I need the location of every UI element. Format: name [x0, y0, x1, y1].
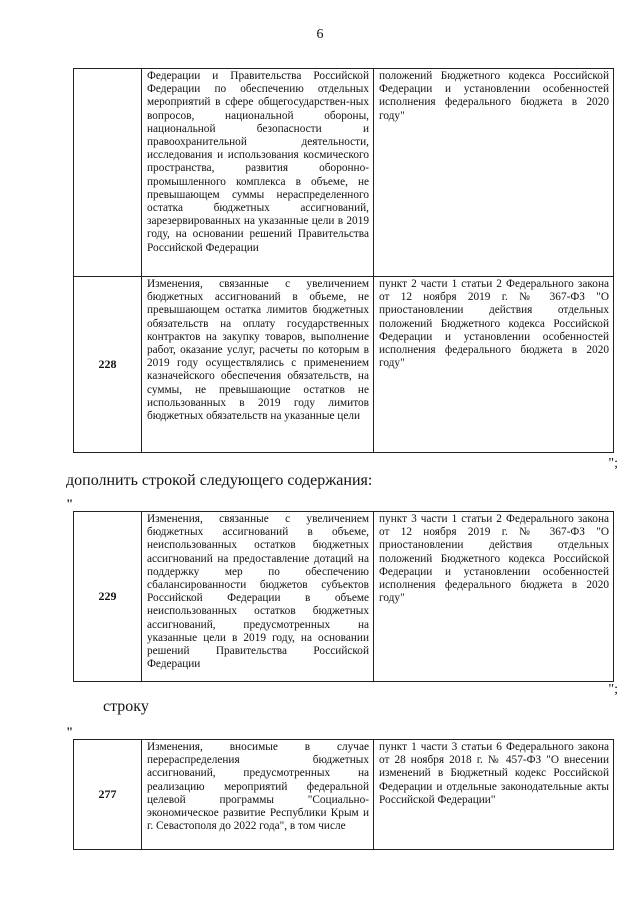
- table-row: [74, 69, 614, 277]
- row-legal-reference: положений Бюджетного кодекса Российской Федерации и установлении особенностей исполнения федерального бюджета в 2020 году": [374, 69, 614, 277]
- table-row: [74, 277, 614, 453]
- row-number: 228: [74, 277, 142, 453]
- closing-quote: ";: [608, 456, 618, 471]
- row-description: Изменения, вносимые в случае перераспределения бюджетных ассигнований, предусмотренных на реализацию мероприятий федеральной целевой программы "Социально-экономическое развитие Республики Крым и г. Севастополя до 2022 года", в том числе: [142, 740, 374, 850]
- row-legal-reference: пункт 1 части 3 статьи 6 Федерального закона от 28 ноября 2018 г. № 457-ФЗ "О внесении изменений в Бюджетный кодекс Российской Федерации и отдельные законодательные акты Российской Федерации": [374, 740, 614, 850]
- row-number: 229: [74, 512, 142, 682]
- inserted-row-table: [73, 511, 614, 682]
- row-277-table: [73, 739, 614, 850]
- instruction-text: дополнить строкой следующего содержания:: [66, 472, 373, 489]
- opening-quote: ": [66, 496, 74, 511]
- closing-quote: ";: [608, 682, 618, 697]
- instruction-text: строку: [103, 698, 149, 715]
- opening-quote: ": [66, 724, 74, 739]
- table-row: [74, 740, 614, 850]
- row-number: [74, 69, 142, 277]
- row-description: Изменения, связанные с увеличением бюджетных ассигнований в объеме, не превышающем остатка лимитов бюджетных обязательств на оплату государственных контрактов на закупку товаров, выполнение работ, оказание услуг, расчеты по которым в 2019 году осуществлялись с применением казначейского обеспечения обязательств, на суммы, не превышающие остатков не использованных в 2019 году лимитов бюджетных обязательств на указанные цели: [142, 277, 374, 453]
- page-number: 6: [316, 27, 324, 42]
- table-row: [74, 512, 614, 682]
- row-number: 277: [74, 740, 142, 850]
- amendments-table-continued: [73, 68, 614, 453]
- row-legal-reference: пункт 2 части 1 статьи 2 Федерального закона от 12 ноября 2019 г. № 367-ФЗ "О приостановлении действия отдельных положений Бюджетного кодекса Российской Федерации и установлении особенностей исполнения федерального бюджета в 2020 году": [374, 277, 614, 453]
- row-description: Федерации и Правительства Российской Федерации по обеспечению отдельных мероприятий в сфере общегосударствен-ных вопросов, национальной обороны, национальной безопасности и правоохранительной деятельности, исследования и использования космического пространства, развития оборонно-промышленного комплекса в объеме, не превышающем суммы нераспределенного остатка бюджетных ассигнований, зарезервированных на указанные цели в 2019 году, на основании решений Правительства Российской Федерации: [142, 69, 374, 277]
- row-legal-reference: пункт 3 части 1 статьи 2 Федерального закона от 12 ноября 2019 г. № 367-ФЗ "О приостановлении действия отдельных положений Бюджетного кодекса Российской Федерации и установлении особенностей исполнения федерального бюджета в 2020 году": [374, 512, 614, 682]
- row-description: Изменения, связанные с увеличением бюджетных ассигнований в объеме, неиспользованных остатков бюджетных ассигнований на предоставление дотаций на поддержку мер по обеспечению сбалансированности бюджетов субъектов Российской Федерации в объеме неиспользованных остатков бюджетных ассигнований, предусмотренных на указанные цели в 2019 году, на основании решений Правительства Российской Федерации: [142, 512, 374, 682]
